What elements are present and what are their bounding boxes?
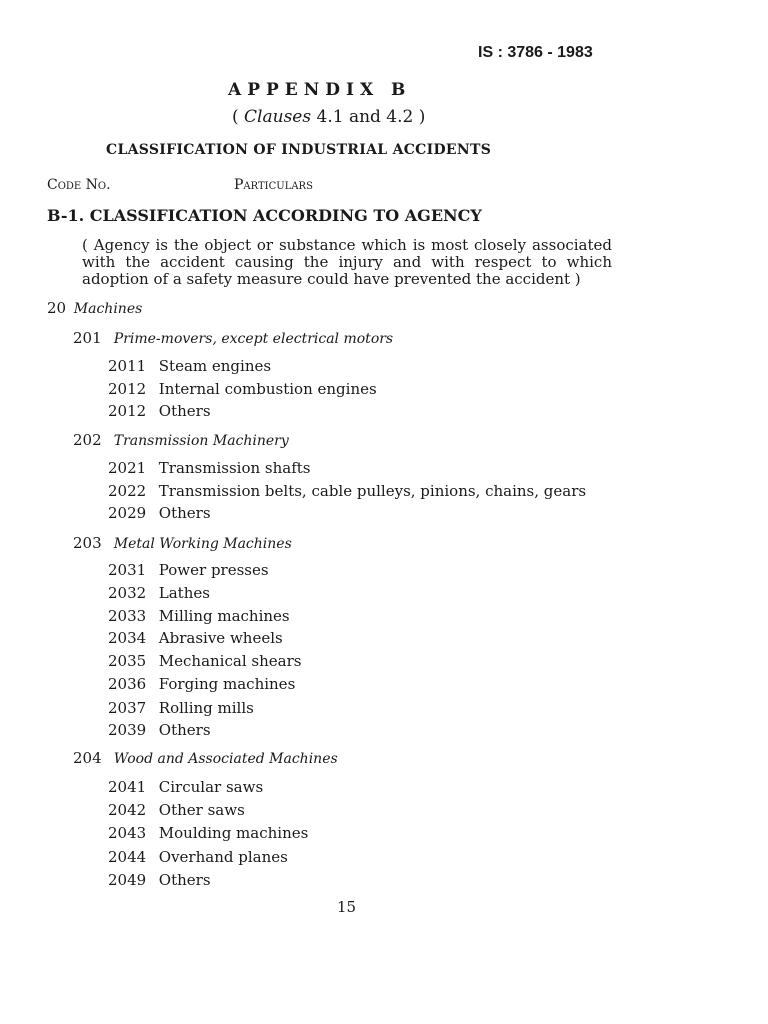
item-code: 2011 <box>108 357 147 375</box>
item-code: 2012 <box>108 402 147 420</box>
item-code: 2012 <box>108 380 147 398</box>
item-code: 2036 <box>108 675 147 693</box>
appendix-title: APPENDIX B <box>228 80 412 100</box>
item-label: Transmission belts, cable pulleys, pinions, chains, gears <box>158 482 587 500</box>
item-label: Abrasive wheels <box>158 629 283 647</box>
clauses-reference: ( Clauses 4.1 and 4.2 ) <box>232 107 426 127</box>
item-label: Machines <box>73 301 143 317</box>
item-label: Other saws <box>158 801 245 819</box>
item-code: 2031 <box>108 561 147 579</box>
clauses-word: Clauses <box>244 107 312 127</box>
item-label: Moulding machines <box>158 824 309 842</box>
section-heading: B-1. CLASSIFICATION ACCORDING TO AGENCY <box>47 206 482 225</box>
item-code: 2022 <box>108 482 147 500</box>
item-code: 2032 <box>108 584 147 602</box>
item-code: 2041 <box>108 778 147 796</box>
list-item <box>108 561 269 579</box>
item-label: Others <box>158 504 211 522</box>
column-header-particulars: Particulars <box>234 177 313 193</box>
list-item <box>108 675 295 693</box>
item-code: 2021 <box>108 459 147 477</box>
item-code: 2039 <box>108 721 147 739</box>
item-code: 2049 <box>108 871 147 889</box>
item-label: Others <box>158 721 211 739</box>
list-item <box>73 749 338 767</box>
list-item <box>73 329 393 347</box>
item-code: 204 <box>73 749 102 767</box>
agency-note: ( Agency is the object or substance which is most closely associated with the accident causing the injury and with respect to which adoption of a safety measure could have prevented the accident ) <box>82 236 612 288</box>
list-item <box>108 402 211 420</box>
list-item <box>108 824 308 842</box>
item-label: Forging machines <box>158 675 296 693</box>
column-header-code: Code No. <box>47 177 111 193</box>
list-item <box>73 534 292 552</box>
list-item <box>108 801 245 819</box>
list-item <box>47 299 142 317</box>
item-code: 202 <box>73 431 102 449</box>
item-label: Overhand planes <box>158 848 288 866</box>
list-item <box>108 848 288 866</box>
list-item <box>108 652 301 670</box>
item-code: 2035 <box>108 652 147 670</box>
item-code: 203 <box>73 534 102 552</box>
item-code: 201 <box>73 329 102 347</box>
list-item <box>108 871 211 889</box>
item-code: 20 <box>47 299 67 317</box>
standard-number: IS : 3786 - 1983 <box>478 44 593 61</box>
item-code: 2044 <box>108 848 147 866</box>
item-code: 2034 <box>108 629 147 647</box>
list-item <box>108 607 290 625</box>
list-item <box>108 380 377 398</box>
item-label: Milling machines <box>158 607 290 625</box>
list-item <box>108 699 254 717</box>
item-code: 2043 <box>108 824 147 842</box>
item-label: Others <box>158 402 211 420</box>
item-label: Metal Working Machines <box>113 536 292 552</box>
page-number: 15 <box>337 898 357 916</box>
item-label: Power presses <box>158 561 269 579</box>
list-item <box>73 431 289 449</box>
item-label: Transmission Machinery <box>113 433 289 449</box>
item-code: 2037 <box>108 699 147 717</box>
item-label: Prime-movers, except electrical motors <box>113 331 394 347</box>
list-item <box>108 459 311 477</box>
item-label: Rolling mills <box>158 699 254 717</box>
item-label: Lathes <box>158 584 210 602</box>
item-label: Circular saws <box>158 778 264 796</box>
item-code: 2042 <box>108 801 147 819</box>
item-label: Mechanical shears <box>158 652 302 670</box>
list-item <box>108 357 271 375</box>
item-label: Others <box>158 871 211 889</box>
item-label: Transmission shafts <box>158 459 311 477</box>
list-item <box>108 778 263 796</box>
item-code: 2029 <box>108 504 147 522</box>
list-item <box>108 504 211 522</box>
list-item <box>108 482 586 500</box>
classification-heading: CLASSIFICATION OF INDUSTRIAL ACCIDENTS <box>106 142 492 158</box>
item-label: Steam engines <box>158 357 272 375</box>
list-item <box>108 629 283 647</box>
item-label: Wood and Associated Machines <box>113 751 338 767</box>
item-code: 2033 <box>108 607 147 625</box>
list-item <box>108 721 211 739</box>
list-item <box>108 584 210 602</box>
item-label: Internal combustion engines <box>158 380 377 398</box>
clauses-refs: 4.1 and 4.2 <box>316 107 414 127</box>
